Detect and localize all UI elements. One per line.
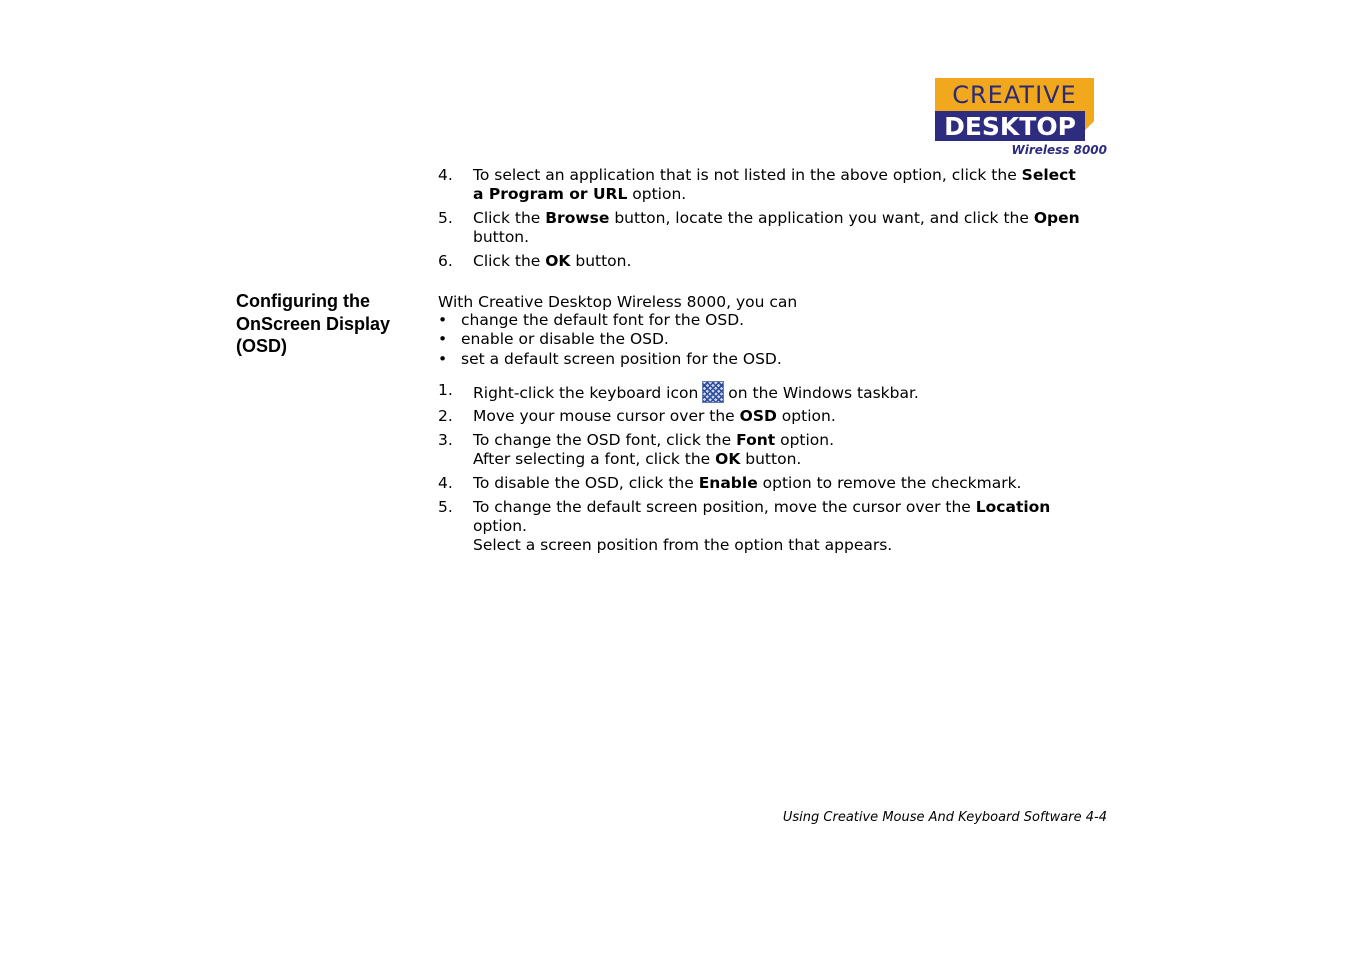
section-heading [236, 290, 416, 358]
step-text: To select an application that is not listed in the above option, click the Select [473, 166, 1076, 184]
step-number: 4. [438, 166, 453, 184]
step-text: Click the Browse button, locate the application you want, and click the Open [473, 209, 1080, 227]
step-text: a Program or URL option. [473, 185, 687, 203]
step-text: Move your mouse cursor over the OSD option. [473, 407, 836, 425]
step-number: 2. [438, 407, 453, 425]
bullet-mark: • [438, 311, 448, 329]
bullet-text: enable or disable the OSD. [461, 330, 669, 348]
creative-desktop-logo [935, 78, 1110, 160]
step-text: Click the OK button. [473, 252, 632, 270]
keyboard-tray-icon [702, 381, 724, 403]
bullet-text: set a default screen position for the OSD. [461, 350, 782, 368]
step-text: To change the OSD font, click the Font option. [473, 431, 835, 449]
logo-model-text: Wireless 8000 [1011, 143, 1107, 157]
step-number: 6. [438, 252, 453, 270]
step-number: 4. [438, 474, 453, 492]
step-number: 1. [438, 381, 453, 399]
heading-line: (OSD) [236, 336, 287, 356]
step-text: Right-click the keyboard icon on the Windows taskbar. [473, 381, 919, 403]
bullet-mark: • [438, 330, 448, 348]
step-text: After selecting a font, click the OK button. [473, 450, 802, 468]
heading-line: OnScreen Display [236, 313, 391, 334]
step-text: Select a screen position from the option that appears. [473, 536, 893, 554]
step-number: 5. [438, 209, 453, 227]
step-text: To change the default screen position, move the cursor over the Location [473, 498, 1051, 516]
step-text: To disable the OSD, click the Enable option to remove the checkmark. [473, 474, 1022, 492]
logo-brand-text: CREATIVE [952, 81, 1077, 109]
bullet-mark: • [438, 350, 448, 368]
bullet-text: change the default font for the OSD. [461, 311, 745, 329]
section-intro: With Creative Desktop Wireless 8000, you can [438, 293, 798, 311]
step-text: option. [473, 517, 527, 535]
step-number: 3. [438, 431, 453, 449]
logo-product-text: DESKTOP [944, 112, 1076, 141]
heading-line: Configuring the [236, 291, 370, 311]
page-footer: Using Creative Mouse And Keyboard Software 4-4 [782, 810, 1107, 825]
step-number: 5. [438, 498, 453, 516]
step-text: button. [473, 228, 530, 246]
logo-corner [1085, 111, 1094, 141]
